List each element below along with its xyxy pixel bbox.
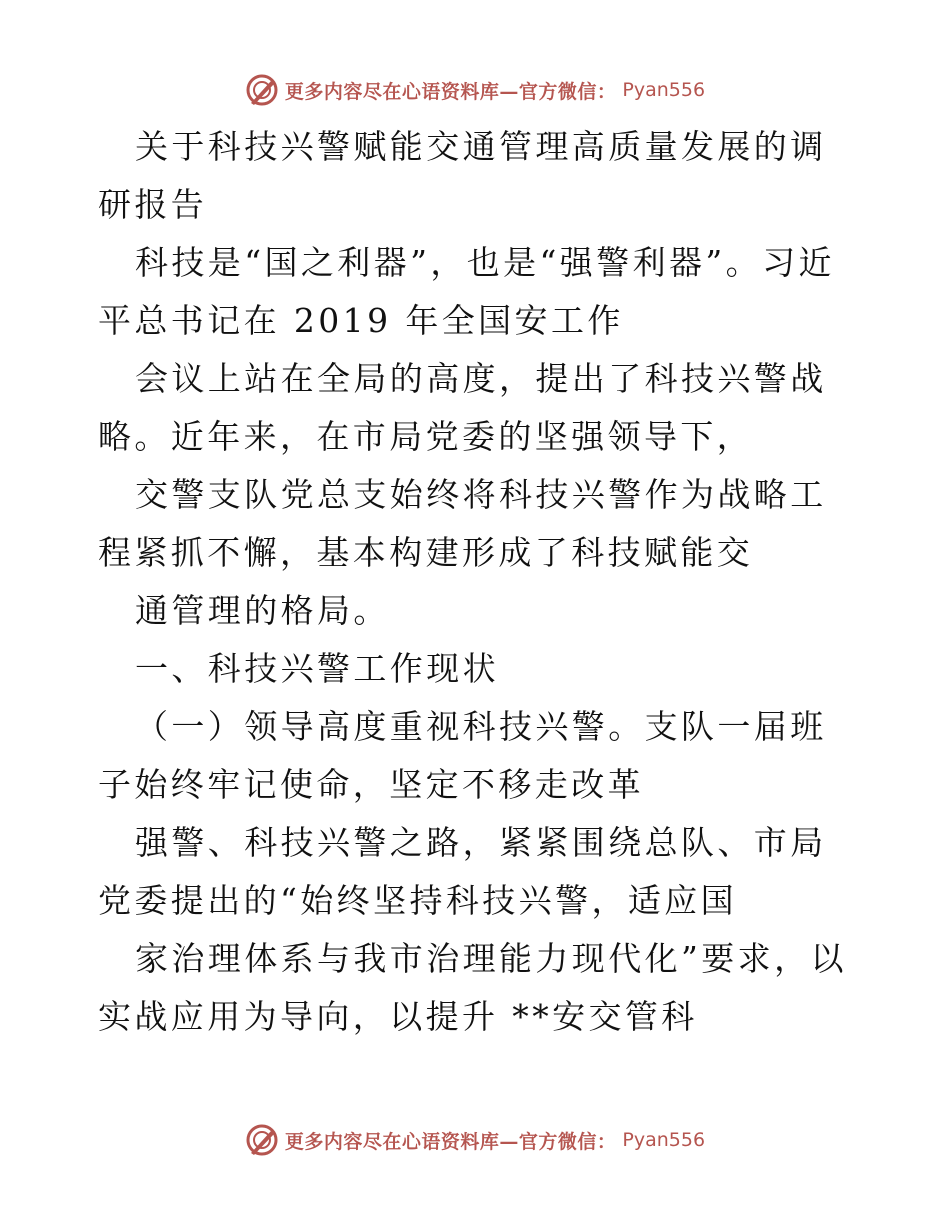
watermark-text: 更多内容尽在心语资料库—官方微信： xyxy=(284,1130,617,1153)
paragraph: （一）领导高度重视科技兴警。支队一届班子始终牢记使命，坚定不移走改革 xyxy=(98,707,827,804)
watermark-footer xyxy=(0,1120,950,1160)
watermark-wechat-id: Pyan556 xyxy=(622,1129,706,1151)
pen-logo-icon xyxy=(245,73,279,107)
paragraph: 强警、科技兴警之路，紧紧围绕总队、市局党委提出的“始终坚持科技兴警，适应国 xyxy=(98,823,827,920)
paragraph: 会议上站在全局的高度，提出了科技兴警战略。近年来，在市局党委的坚强领导下， xyxy=(98,359,827,456)
pen-logo-icon xyxy=(245,1123,279,1157)
watermark-text: 更多内容尽在心语资料库—官方微信： xyxy=(284,80,617,103)
document-title: 关于科技兴警赋能交通管理高质量发展的调研报告 xyxy=(98,127,827,224)
paragraph: 交警支队党总支始终将科技兴警作为战略工程紧抓不懈，基本构建形成了科技赋能交 xyxy=(98,475,827,572)
watermark-header xyxy=(0,70,950,110)
watermark-wechat-id: Pyan556 xyxy=(622,79,706,101)
document-body xyxy=(98,118,858,1046)
paragraph: 家治理体系与我市治理能力现代化”要求，以实战应用为导向，以提升 **安交管科 xyxy=(98,939,847,1036)
paragraph: 科技是“国之利器”，也是“强警利器”。习近平总书记在 2019 年全国安工作 xyxy=(98,243,835,340)
paragraph: 通管理的格局。 xyxy=(135,591,390,630)
section-heading: 一、科技兴警工作现状 xyxy=(135,649,499,688)
